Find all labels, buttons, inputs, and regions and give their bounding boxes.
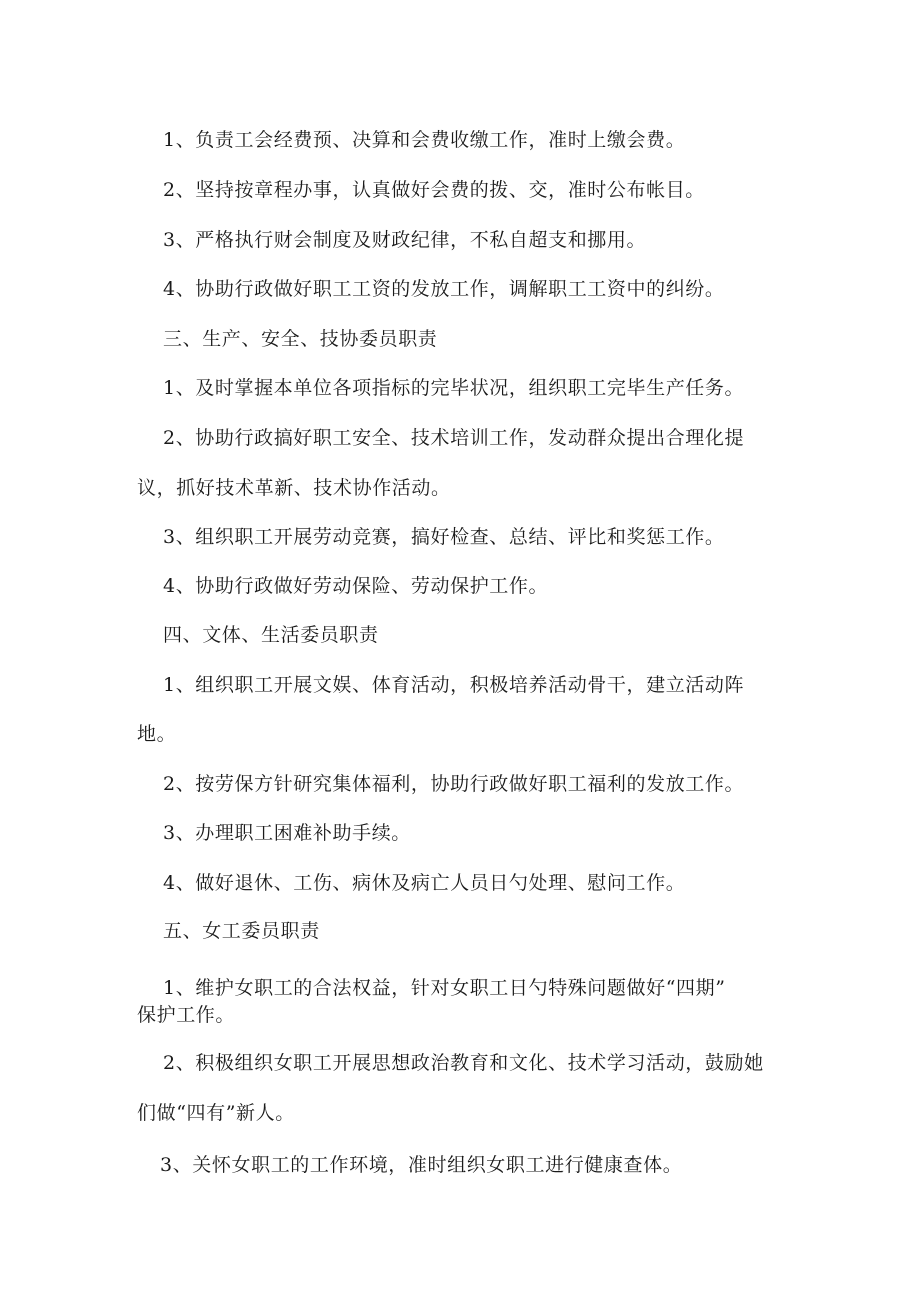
culture-duty-3: 3、办理职工困难补助手续。 (163, 822, 411, 844)
women-duty-2: 2、积极组织女职工开展思想政治教育和文化、技术学习活动，鼓励她 (163, 1052, 764, 1074)
women-duty-2-continued: 们做“四有”新人。 (137, 1102, 295, 1124)
finance-duty-1: 1、负责工会经费预、决算和会费收缴工作，准时上缴会费。 (163, 129, 686, 151)
production-duty-4: 4、协助行政做好劳动保险、劳动保护工作。 (163, 575, 549, 597)
culture-duty-1-continued: 地。 (137, 723, 177, 745)
culture-duty-4: 4、做好退休、工伤、病休及病亡人员日勺处理、慰问工作。 (163, 872, 686, 894)
women-duty-1: 1、维护女职工的合法权益，针对女职工日勺特殊问题做好“四期” (163, 977, 726, 999)
culture-duty-1: 1、组织职工开展文娱、体育活动，积极培养活动骨干，建立活动阵 (163, 674, 745, 696)
production-duty-2: 2、协助行政搞好职工安全、技术培训工作，发动群众提出合理化提 (163, 427, 745, 449)
section-heading-production: 三、生产、安全、技协委员职责 (163, 328, 438, 350)
culture-duty-2: 2、按劳保方针研究集体福利，协助行政做好职工福利的发放工作。 (163, 773, 745, 795)
production-duty-2-continued: 议，抓好技术革新、技术协作活动。 (137, 477, 451, 499)
finance-duty-4: 4、协助行政做好职工工资的发放工作，调解职工工资中的纠纷。 (163, 278, 725, 300)
women-duty-3: 3、关怀女职工的工作环境，准时组织女职工进行健康查体。 (160, 1154, 683, 1176)
section-heading-women: 五、女工委员职责 (163, 920, 320, 942)
production-duty-3: 3、组织职工开展劳动竞赛，搞好检查、总结、评比和奖惩工作。 (163, 526, 725, 548)
women-duty-1-continued: 保护工作。 (137, 1004, 236, 1026)
section-heading-culture: 四、文体、生活委员职责 (163, 624, 379, 646)
production-duty-1: 1、及时掌握本单位各项指标的完毕状况，组织职工完毕生产任务。 (163, 377, 745, 399)
finance-duty-3: 3、严格执行财会制度及财政纪律，不私自超支和挪用。 (163, 229, 647, 251)
finance-duty-2: 2、坚持按章程办事，认真做好会费的拨、交，准时公布帐目。 (163, 179, 705, 201)
